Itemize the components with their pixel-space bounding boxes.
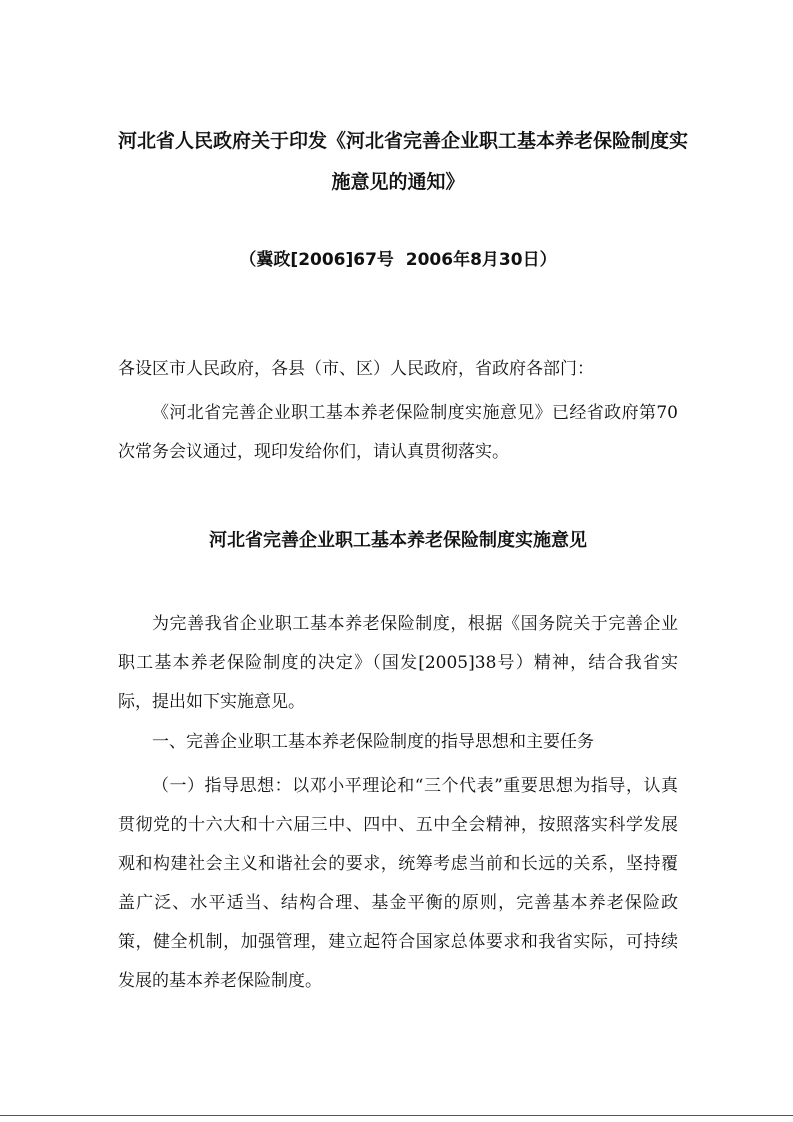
section-1-item-1: （一）指导思想：以邓小平理论和“三个代表”重要思想为指导，认真贯彻党的十六大和十六届三中、四中、五中全会精神，按照落实科学发展观和构建社会主义和谐社会的要求，统筹考虑当前和长远的关系，坚持覆盖广泛、水平适当、结构合理、基金平衡的原则，完善基本养老保险政策，健全机制，加强管理，建立起符合国家总体要求和我省实际，可持续发展的基本养老保险制度。 [118,776,678,991]
document-number: （冀政[2006]67号 2006年8月30日） [239,250,557,270]
page-bottom-rule [0,1115,793,1116]
notice-body: 《河北省完善企业职工基本养老保险制度实施意见》已经省政府第70次常务会议通过，现印发给你们，请认真贯彻落实。 [118,403,678,462]
document-title-line-1: 河北省人民政府关于印发《河北省完善企业职工基本养老保险制度实 [118,130,689,152]
document-title-line-2: 施意见的通知》 [331,171,465,193]
intro-paragraph: 为完善我省企业职工基本养老保险制度，根据《国务院关于完善企业职工基本养老保险制度的决定》（国发[2005]38号）精神，结合我省实际，提出如下实施意见。 [118,614,678,712]
section-1-heading: 一、完善企业职工基本养老保险制度的指导思想和主要任务 [152,732,594,752]
addressee-line: 各设区市人民政府，各县（市、区）人民政府，省政府各部门： [118,359,594,379]
document-subtitle: 河北省完善企业职工基本养老保险制度实施意见 [209,530,587,551]
